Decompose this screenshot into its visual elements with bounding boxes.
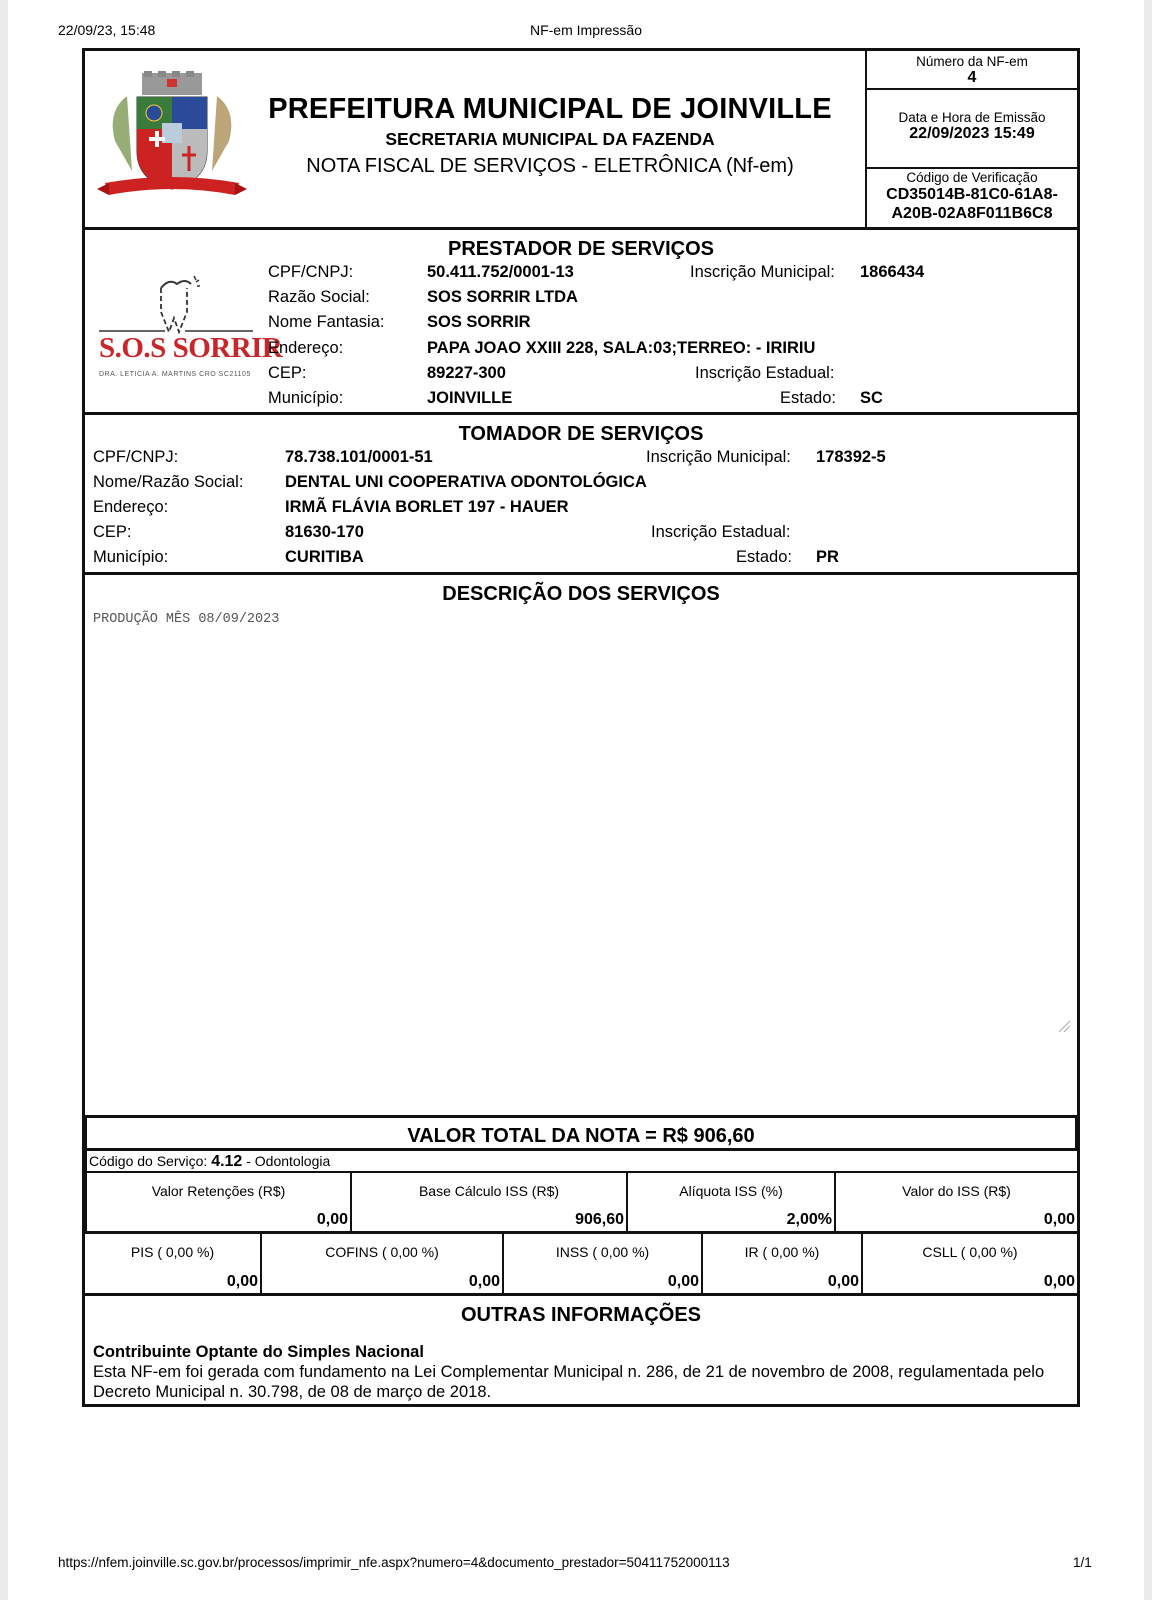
tomador-cep-value: 81630-170 xyxy=(285,523,364,541)
secretariat-subtitle: SECRETARIA MUNICIPAL DA FAZENDA xyxy=(385,129,715,149)
tomador-estado-label: Estado: xyxy=(736,548,792,566)
tax-cell-label: COFINS ( 0,00 %) xyxy=(325,1244,439,1260)
emission-box xyxy=(867,90,1077,169)
tomador-ie-label: Inscrição Estadual: xyxy=(651,523,791,541)
tax-cell-label: PIS ( 0,00 %) xyxy=(130,1244,215,1260)
outras-section xyxy=(85,1296,1077,1404)
iss-cell xyxy=(87,1173,352,1231)
prestador-cep-label: CEP: xyxy=(268,364,307,382)
provider-logo xyxy=(99,270,283,400)
tomador-municipio-value: CURITIBA xyxy=(285,548,364,566)
legal-note: Esta NF-em foi gerada com fundamento na Lei Complementar Municipal n. 286, de 21 de novembro de 2008, regulamentada pelo Decreto Municipal n. 30.798, de 08 de março de 2018. xyxy=(93,1363,1045,1401)
tax-cell-label: IR ( 0,00 %) xyxy=(744,1244,820,1260)
print-title: NF-em Impressão xyxy=(529,22,643,38)
municipality-title: PREFEITURA MUNICIPAL DE JOINVILLE xyxy=(268,93,832,125)
prestador-fantasia-label: Nome Fantasia: xyxy=(268,313,385,331)
tax-cell-value: 0,00 xyxy=(667,1273,699,1290)
service-code-desc: - Odontologia xyxy=(246,1153,331,1169)
prestador-razao-label: Razão Social: xyxy=(268,288,370,306)
nf-number-value: 4 xyxy=(967,69,977,86)
iss-cell-value: 2,00% xyxy=(786,1211,832,1228)
prestador-endereco-label: Endereço: xyxy=(268,339,344,357)
tax-cell xyxy=(262,1234,504,1293)
service-code-value: 4.12 xyxy=(211,1153,243,1170)
prestador-municipio-value: JOINVILLE xyxy=(427,389,513,407)
provider-logo-subtext: DRA. LETICIA A. MARTINS CRO SC21105 xyxy=(99,371,251,378)
tomador-im-label: Inscrição Municipal: xyxy=(646,448,791,466)
tomador-endereco-value: IRMÃ FLÁVIA BORLET 197 - HAUER xyxy=(285,498,569,516)
outras-title: OUTRAS INFORMAÇÕES xyxy=(461,1304,701,1326)
tomador-cpf-label: CPF/CNPJ: xyxy=(93,448,179,466)
tax-cell-label: INSS ( 0,00 %) xyxy=(555,1244,650,1260)
header-titles xyxy=(265,93,835,178)
prestador-estado-label: Estado: xyxy=(780,389,836,407)
verification-box xyxy=(867,169,1077,227)
verification-label: Código de Verificação xyxy=(906,170,1038,185)
document-header xyxy=(85,51,1077,230)
header-info-panel xyxy=(865,51,1077,227)
iss-cell xyxy=(352,1173,628,1231)
iss-cell-value: 906,60 xyxy=(575,1211,624,1228)
prestador-section xyxy=(85,230,1077,415)
service-code-row xyxy=(85,1151,1077,1171)
total-value: VALOR TOTAL DA NOTA = R$ 906,60 xyxy=(407,1125,755,1147)
tax-cell xyxy=(85,1234,262,1293)
prestador-endereco-value: PAPA JOAO XXIII 228, SALA:03;TERREO: - IRIRIU xyxy=(427,339,816,357)
tomador-nome-value: DENTAL UNI COOPERATIVA ODONTOLÓGICA xyxy=(285,473,647,491)
iss-grid xyxy=(85,1171,1077,1234)
prestador-fantasia-value: SOS SORRIR xyxy=(427,313,531,331)
prestador-cep-value: 89227-300 xyxy=(427,364,506,382)
prestador-estado-value: SC xyxy=(860,389,883,407)
tax-cell xyxy=(703,1234,863,1293)
tomador-cep-label: CEP: xyxy=(93,523,132,541)
tooth-icon xyxy=(99,270,259,340)
tax-cell-label: CSLL ( 0,00 %) xyxy=(922,1244,1018,1260)
iss-cell-label: Alíquota ISS (%) xyxy=(679,1183,783,1199)
prestador-cpf-label: CPF/CNPJ: xyxy=(268,263,354,281)
prestador-title: PRESTADOR DE SERVIÇOS xyxy=(448,238,714,260)
tomador-estado-value: PR xyxy=(816,548,839,566)
nf-number-box xyxy=(867,51,1077,90)
iss-cell-value: 0,00 xyxy=(316,1211,348,1228)
emission-label: Data e Hora de Emissão xyxy=(898,110,1046,125)
tomador-cpf-value: 78.738.101/0001-51 xyxy=(285,448,433,466)
tax-cell-value: 0,00 xyxy=(1043,1273,1075,1290)
descricao-section xyxy=(85,575,1077,1115)
iss-cell xyxy=(628,1173,836,1231)
tomador-municipio-label: Município: xyxy=(93,548,169,566)
tax-cell-value: 0,00 xyxy=(226,1273,258,1290)
document-type: NOTA FISCAL DE SERVIÇOS - ELETRÔNICA (Nf-em) xyxy=(306,155,794,177)
descricao-title: DESCRIÇÃO DOS SERVIÇOS xyxy=(442,583,720,605)
print-page xyxy=(8,0,1144,1600)
resize-handle-icon[interactable] xyxy=(1057,1019,1071,1033)
tax-cell-value: 0,00 xyxy=(827,1273,859,1290)
tax-cell xyxy=(863,1234,1077,1293)
tomador-im-value: 178392-5 xyxy=(816,448,886,466)
service-code-label: Código do Serviço: xyxy=(89,1153,208,1169)
joinville-coat-of-arms-icon xyxy=(97,71,247,206)
emission-value: 22/09/2023 15:49 xyxy=(909,125,1035,142)
tomador-section xyxy=(85,415,1077,575)
tomador-title: TOMADOR DE SERVIÇOS xyxy=(458,423,704,445)
print-footer-url: https://nfem.joinville.sc.gov.br/processos/imprimir_nfe.aspx?numero=4&documento_prestador=50411752000113 xyxy=(58,1555,730,1570)
prestador-municipio-label: Município: xyxy=(268,389,344,407)
tomador-endereco-label: Endereço: xyxy=(93,498,169,516)
iss-cell-label: Base Cálculo ISS (R$) xyxy=(418,1183,560,1199)
tax-grid xyxy=(85,1234,1077,1296)
total-bar xyxy=(85,1115,1077,1151)
print-datetime: 22/09/23, 15:48 xyxy=(58,22,156,38)
iss-cell xyxy=(836,1173,1077,1231)
print-page-number: 1/1 xyxy=(1073,1555,1092,1570)
prestador-ie-label: Inscrição Estadual: xyxy=(695,364,835,382)
iss-cell-label: Valor do ISS (R$) xyxy=(902,1183,1011,1199)
tax-cell-value: 0,00 xyxy=(468,1273,500,1290)
simples-nacional-note: Contribuinte Optante do Simples Nacional xyxy=(93,1343,424,1361)
provider-logo-text: S.O.S SORRIR xyxy=(99,332,283,364)
verification-code-line2: A20B-02A8F011B6C8 xyxy=(891,205,1053,222)
prestador-im-value: 1866434 xyxy=(860,263,925,281)
tax-cell xyxy=(504,1234,703,1293)
prestador-im-label: Inscrição Municipal: xyxy=(690,263,835,281)
nfem-document xyxy=(82,48,1080,1407)
prestador-razao-value: SOS SORRIR LTDA xyxy=(427,288,578,306)
iss-cell-value: 0,00 xyxy=(1043,1211,1075,1228)
verification-code-line1: CD35014B-81C0-61A8- xyxy=(886,186,1058,203)
prestador-cpf-value: 50.411.752/0001-13 xyxy=(427,263,574,281)
nf-number-label: Número da NF-em xyxy=(916,54,1028,69)
iss-cell-label: Valor Retenções (R$) xyxy=(151,1183,286,1199)
service-description: PRODUÇÃO MÊS 08/09/2023 xyxy=(93,612,280,627)
tomador-nome-label: Nome/Razão Social: xyxy=(93,473,244,491)
